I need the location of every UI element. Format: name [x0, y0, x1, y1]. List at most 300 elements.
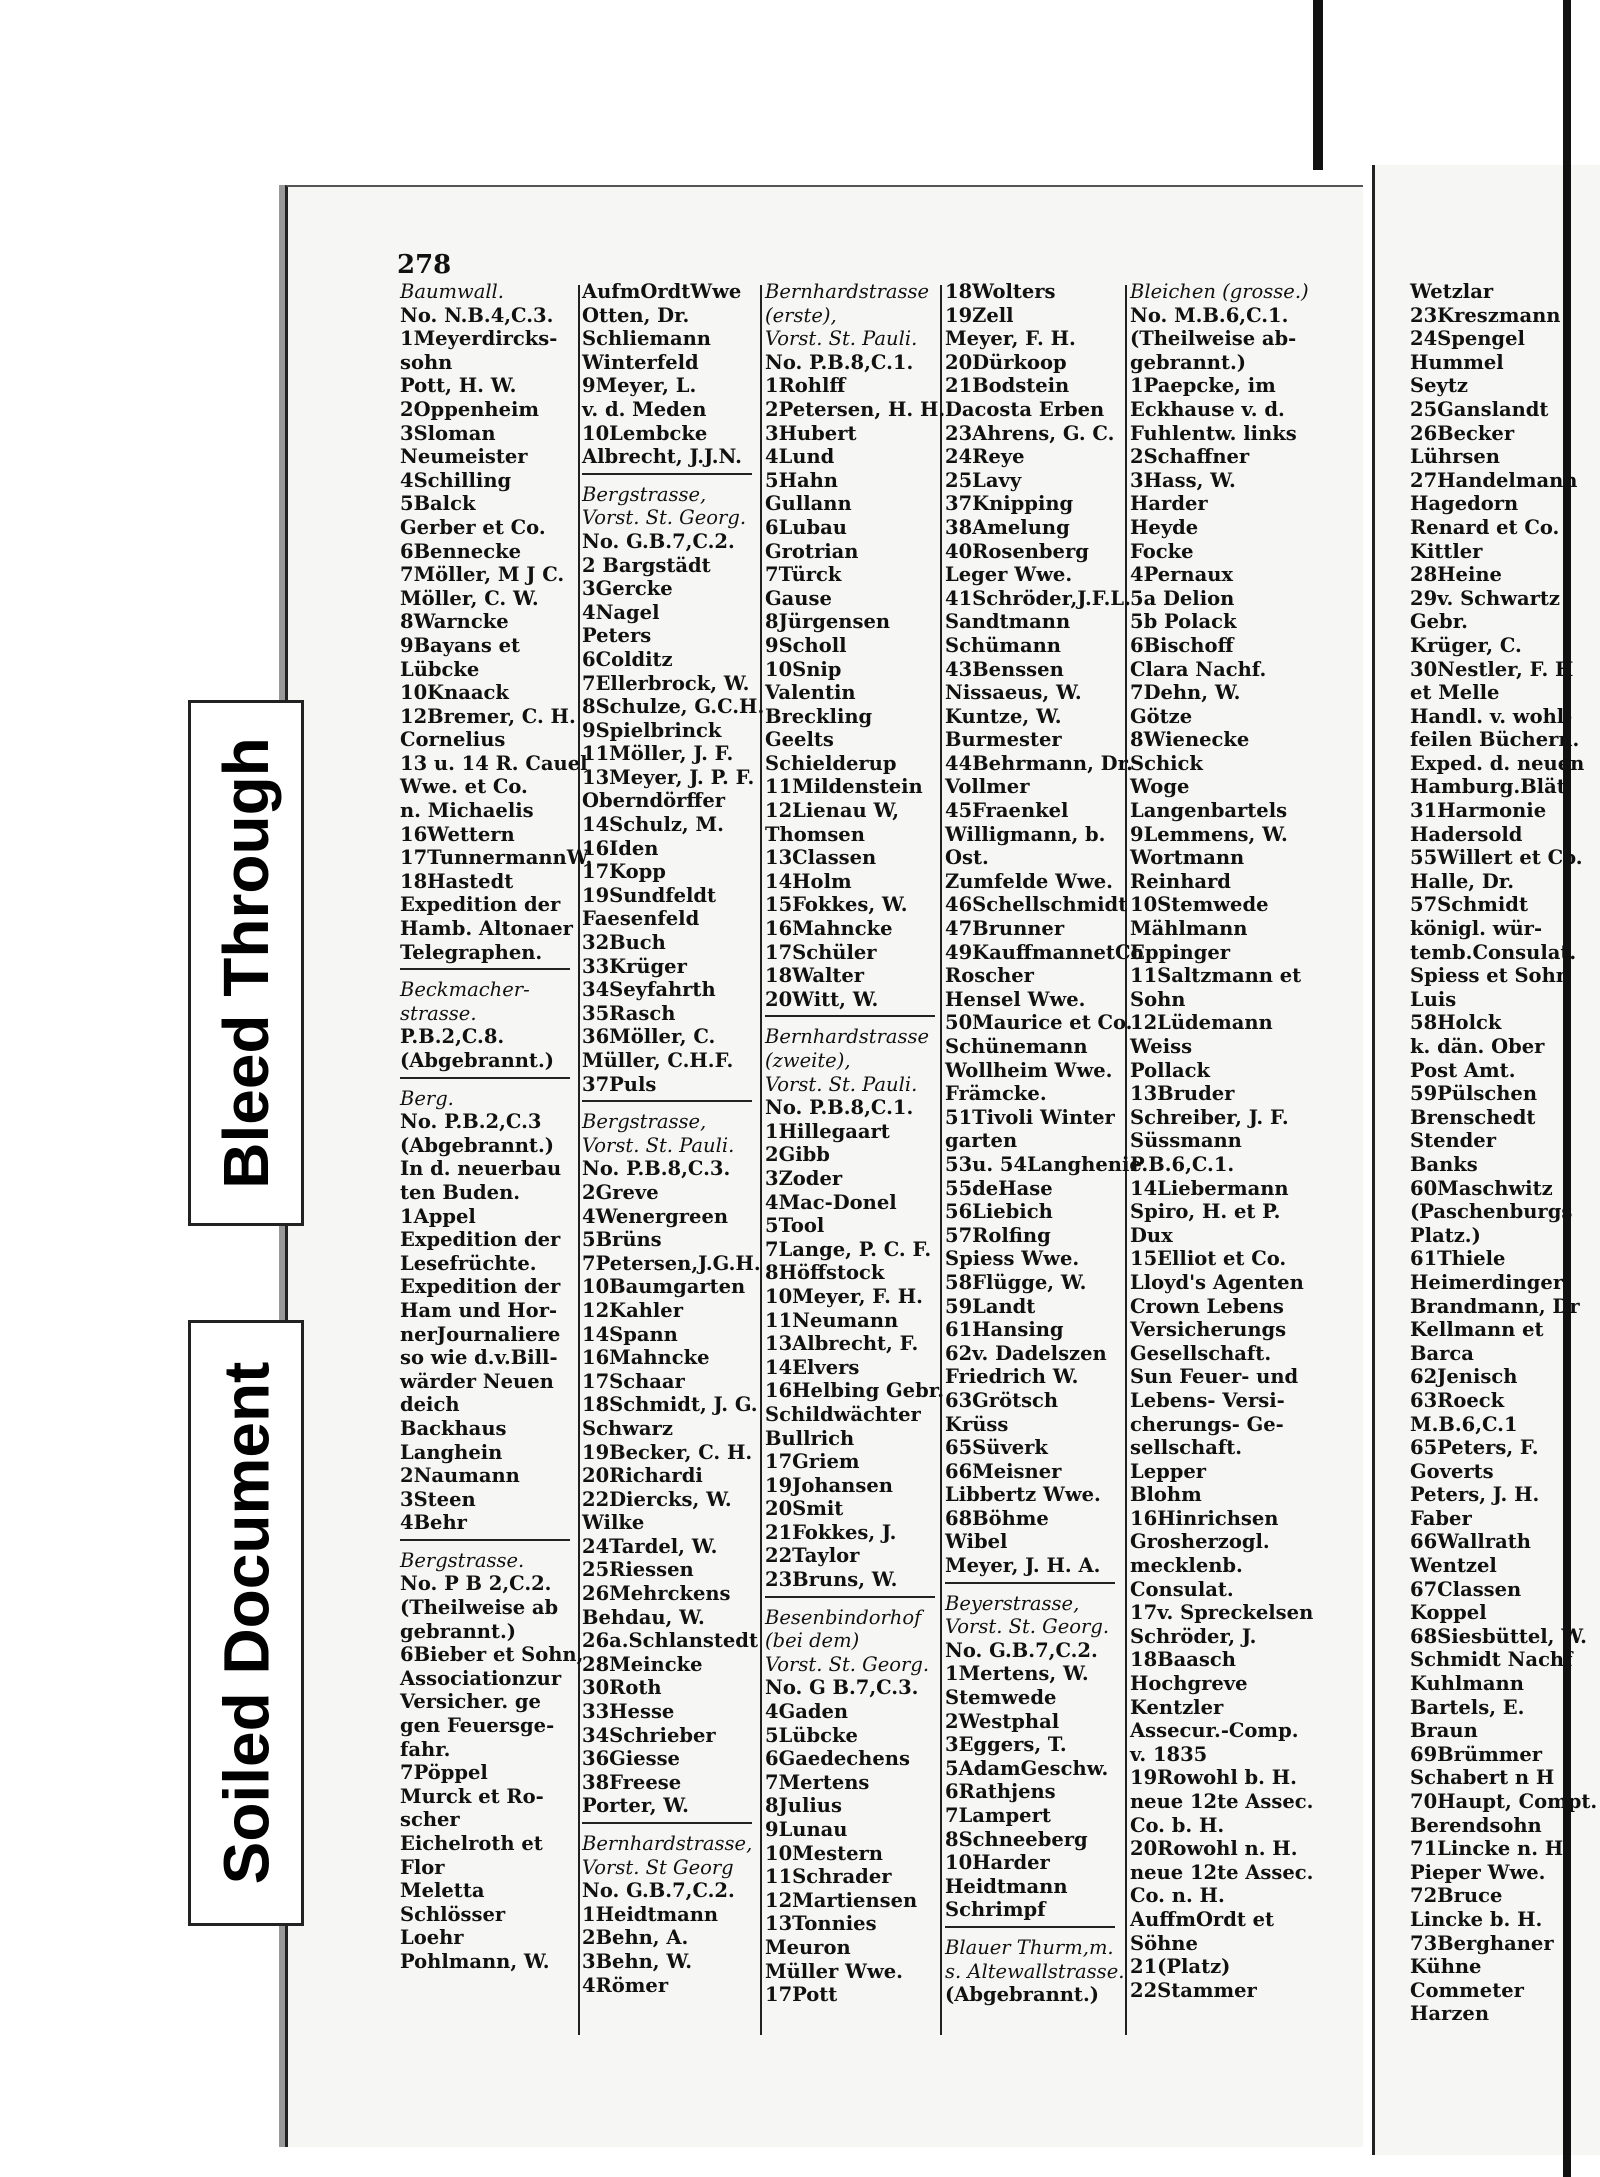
directory-line: No. P.B.2,C.3	[400, 1110, 542, 1134]
directory-line: gen Feuersge-	[400, 1714, 555, 1738]
directory-line: Brandmann, Dr	[1410, 1294, 1580, 1318]
directory-line: 2Westphal	[945, 1709, 1060, 1733]
directory-line: Flor	[400, 1855, 445, 1879]
directory-line: Leger Wwe.	[945, 563, 1073, 587]
directory-line: Otten, Dr.	[582, 303, 690, 327]
directory-line: Schildwächter	[765, 1402, 921, 1426]
directory-line: 13Classen	[765, 846, 877, 870]
directory-line: Berendsohn	[1410, 1813, 1542, 1837]
directory-line: Gebr.	[1410, 610, 1468, 634]
directory-line: scher	[400, 1808, 460, 1832]
directory-line: 61Thiele	[1410, 1247, 1506, 1271]
directory-line: ten Buden.	[400, 1180, 521, 1204]
directory-line: 68Böhme	[945, 1506, 1049, 1530]
directory-line: 14Schulz, M.	[582, 813, 724, 837]
directory-line: 6Bischoff	[1130, 633, 1234, 657]
directory-line: 38Amelung	[945, 515, 1070, 539]
directory-line: Vorst. St. Georg.	[765, 1652, 930, 1676]
directory-line: Crown Lebens	[1130, 1294, 1284, 1318]
directory-line: 27Handelmann	[1410, 468, 1578, 492]
directory-line: 19Johansen	[765, 1473, 893, 1497]
directory-line: Banks	[1410, 1152, 1478, 1176]
directory-line: 21Bodstein	[945, 374, 1070, 398]
directory-line: 19Rowohl b. H.	[1130, 1766, 1297, 1790]
section-rule	[945, 1582, 1115, 1584]
directory-line: No. G.B.7,C.2.	[945, 1638, 1098, 1662]
directory-line: 6Lubau	[765, 515, 847, 539]
directory-line: 40Rosenberg	[945, 539, 1089, 563]
soiled-document-label: Soiled Document	[210, 1361, 282, 1885]
directory-line: Grosherzogl.	[1130, 1530, 1270, 1554]
directory-line: Valentin	[765, 681, 856, 705]
directory-line: 65Peters, F.	[1410, 1436, 1539, 1460]
directory-line: 12Martiensen	[765, 1888, 918, 1912]
directory-line: Eichelroth et	[400, 1832, 543, 1855]
directory-line: No. P.B.8,C.3.	[582, 1157, 731, 1181]
directory-line: Meyer, J. H. A.	[945, 1554, 1101, 1578]
directory-line: 4Schilling	[400, 468, 512, 492]
directory-line: 10Snip	[765, 657, 842, 681]
directory-line: Lübcke	[400, 657, 480, 681]
directory-line: 23Ahrens, G. C.	[945, 421, 1115, 445]
directory-line: 14Spann	[582, 1322, 678, 1346]
directory-line: Vorst. St. Pauli.	[582, 1133, 735, 1157]
directory-line: 21Fokkes, J.	[765, 1520, 897, 1544]
directory-line: 13Bruder	[1130, 1082, 1235, 1106]
directory-line: Bernhardstrasse,	[582, 1832, 753, 1855]
directory-line: 49KauffmannetCo	[945, 940, 1144, 964]
directory-line: 37Knipping	[945, 492, 1074, 516]
directory-line: Bergstrasse,	[582, 1110, 707, 1134]
directory-line: 17v. Spreckelsen	[1130, 1601, 1314, 1625]
section-rule	[582, 473, 752, 475]
directory-line: Sohn	[1130, 987, 1186, 1011]
directory-line: 8Schulze, G.C.H.	[582, 695, 765, 719]
directory-line: 43Benssen	[945, 657, 1064, 681]
directory-line: Halle, Dr.	[1410, 869, 1515, 893]
directory-line: neue 12te Assec.	[1130, 1790, 1314, 1813]
directory-line: 7Ellerbrock, W.	[582, 671, 750, 695]
directory-line: 18Hastedt	[400, 869, 514, 893]
directory-line: 14Liebermann	[1130, 1176, 1289, 1200]
directory-line: Harzen	[1410, 2002, 1489, 2026]
directory-line: 2Greve	[582, 1180, 659, 1204]
directory-line: Stemwede	[945, 1686, 1057, 1710]
directory-line: Libbertz Wwe.	[945, 1483, 1101, 1507]
directory-line: Friedrich W.	[945, 1365, 1079, 1389]
directory-line: 11Mildenstein	[765, 775, 923, 799]
directory-line: 15Elliot et Co.	[1130, 1247, 1287, 1271]
directory-line: Post Amt.	[1410, 1058, 1516, 1082]
directory-line: Kellmann et	[1410, 1318, 1544, 1342]
directory-line: Thomsen	[765, 822, 865, 846]
directory-line: Langhein	[400, 1440, 503, 1464]
directory-line: 11Möller, J. F.	[582, 742, 734, 766]
directory-line: 7Möller, M J C.	[400, 563, 565, 587]
section-rule	[945, 1926, 1115, 1928]
directory-line: wärder Neuen	[400, 1369, 554, 1393]
directory-line: Pieper Wwe.	[1410, 1860, 1546, 1884]
directory-line: 2Petersen, H. H.	[765, 397, 946, 421]
bleed-through-tab	[188, 700, 304, 1226]
directory-line: Hamb. Altonaer	[400, 917, 573, 941]
directory-line: Hochgreve	[1130, 1672, 1248, 1696]
page-number: 278	[397, 250, 452, 280]
directory-line: 2Behn, A.	[582, 1926, 689, 1950]
directory-line: Expedition der	[400, 893, 561, 917]
directory-line: 3Zoder	[765, 1166, 843, 1190]
directory-line: Associationzur	[400, 1666, 562, 1690]
directory-line: 70Haupt, Compt.	[1410, 1790, 1598, 1813]
directory-line: Hadersold	[1410, 822, 1523, 846]
directory-line: 62v. Dadelszen	[945, 1341, 1107, 1365]
directory-line: 34Seyfahrth	[582, 978, 716, 1002]
directory-line: Schümann	[945, 633, 1061, 657]
directory-line: sellschaft.	[1130, 1436, 1243, 1460]
directory-column-4	[945, 280, 1143, 2007]
directory-line: 36Giesse	[582, 1747, 680, 1771]
directory-line: garten	[945, 1129, 1018, 1153]
directory-line: Meyer, F. H.	[945, 327, 1076, 351]
directory-line: 32Buch	[582, 931, 666, 955]
directory-line: Reinhard	[1130, 869, 1231, 893]
directory-line: Kuhlmann	[1410, 1672, 1524, 1696]
directory-line: Kittler	[1410, 539, 1483, 563]
directory-line: Krüger, C.	[1410, 633, 1522, 657]
directory-line: Vorst. St Georg	[582, 1855, 734, 1879]
directory-line: Krüss	[945, 1412, 1009, 1436]
directory-line: 12Kahler	[582, 1298, 683, 1322]
directory-line: Co. b. H.	[1130, 1813, 1225, 1837]
directory-line: In d. neuerbau	[400, 1157, 562, 1181]
directory-line: Pott, H. W.	[400, 374, 517, 398]
bleed-through-label: Bleed Through	[210, 737, 282, 1189]
directory-line: Wibel	[945, 1530, 1008, 1554]
directory-line: 67Classen	[1410, 1577, 1522, 1601]
directory-line: Schielderup	[765, 751, 897, 775]
directory-line: s. Altewallstrasse.	[945, 1959, 1125, 1983]
directory-line: 24Reye	[945, 445, 1025, 469]
directory-line: Murck et Ro-	[400, 1784, 544, 1808]
directory-line: 56Liebich	[945, 1200, 1053, 1224]
directory-line: Beyerstrasse,	[945, 1591, 1080, 1615]
directory-line: 59Pülschen	[1410, 1082, 1537, 1106]
section-rule	[582, 1100, 752, 1102]
directory-line: Breckling	[765, 704, 873, 728]
directory-line: 58Flügge, W.	[945, 1270, 1087, 1294]
directory-line: 5AdamGeschw.	[945, 1756, 1109, 1780]
directory-line: 6Bennecke	[400, 539, 522, 563]
directory-line: Lebens- Versi-	[1130, 1388, 1285, 1412]
directory-line: (erste),	[765, 303, 837, 327]
directory-line: Burmester	[945, 728, 1062, 752]
directory-line: 34Schrieber	[582, 1723, 716, 1747]
directory-line: 20Richardi	[582, 1464, 703, 1488]
directory-line: Wwe. et Co.	[400, 775, 528, 799]
directory-line: Loehr	[400, 1926, 464, 1950]
directory-line: 10Lembcke	[582, 421, 708, 445]
directory-line: P.B.2,C.8.	[400, 1025, 505, 1049]
directory-line: sohn	[400, 350, 453, 374]
directory-line: Versicher. ge	[400, 1690, 541, 1714]
directory-line: 6Rathjens	[945, 1780, 1056, 1804]
directory-line: 4Gaden	[765, 1700, 849, 1724]
directory-line: Eckhause v. d.	[1130, 397, 1285, 421]
directory-line: 9Bayans et	[400, 633, 521, 657]
directory-line: 5Lübcke	[765, 1723, 858, 1747]
directory-line: 9Lunau	[765, 1818, 848, 1841]
directory-line: Lincke b. H.	[1410, 1907, 1543, 1931]
directory-line: Wollheim Wwe.	[945, 1058, 1113, 1082]
directory-line: (Theilweise ab	[400, 1596, 559, 1620]
directory-line: 7Türck	[765, 563, 842, 587]
directory-line: Bergstrasse,	[582, 482, 707, 506]
directory-line: 12Lienau W,	[765, 799, 900, 823]
section-rule	[765, 1015, 935, 1017]
directory-line: 4Lund	[765, 445, 835, 469]
directory-line: Ost.	[945, 846, 989, 870]
directory-line: Meuron	[765, 1935, 851, 1959]
directory-line: Süssmann	[1130, 1129, 1242, 1153]
directory-line: Schünemann	[945, 1035, 1088, 1058]
directory-line: 4Wenergreen	[582, 1204, 729, 1228]
directory-line: Berg.	[400, 1086, 454, 1110]
directory-column-1	[400, 280, 592, 1974]
directory-line: 18Walter	[765, 964, 865, 988]
directory-line: 7Pöppel	[400, 1761, 488, 1785]
directory-line: Eppinger	[1130, 940, 1231, 964]
directory-line: 37Puls	[582, 1072, 657, 1096]
directory-line: Backhaus	[400, 1416, 507, 1440]
directory-line: 10Harder	[945, 1851, 1050, 1875]
directory-line: temb.Consulat.	[1410, 940, 1577, 964]
directory-line: 24Tardel, W.	[582, 1534, 718, 1558]
directory-line: 1Rohlff	[765, 374, 846, 398]
directory-line: 17Kopp	[582, 860, 666, 884]
directory-line: 10Mestern	[765, 1841, 883, 1865]
directory-line: Wetzlar	[1410, 280, 1494, 303]
directory-line: 46Schellschmidt	[945, 893, 1128, 917]
directory-line: Barca	[1410, 1341, 1474, 1365]
directory-line: Dacosta Erben	[945, 397, 1105, 421]
directory-line: 9Meyer, L.	[582, 374, 697, 398]
directory-line: 29v. Schwartz	[1410, 586, 1560, 610]
directory-line: 5a Delion	[1130, 586, 1235, 610]
directory-line: Pohlmann, W.	[400, 1949, 550, 1973]
directory-line: Schick	[1130, 751, 1203, 775]
directory-line: Fuhlentw. links	[1130, 421, 1297, 445]
directory-line: 23Kreszmann	[1410, 303, 1561, 327]
directory-line: nerJournaliere	[400, 1322, 561, 1346]
directory-line: 19Zell	[945, 303, 1014, 327]
directory-line: Schwarz	[582, 1416, 673, 1440]
directory-line: No. G.B.7,C.2.	[582, 529, 735, 553]
directory-line: et Melle	[1410, 681, 1500, 705]
directory-column-5	[1130, 280, 1313, 2002]
directory-line: Heyde	[1130, 515, 1199, 539]
directory-line: Lepper	[1130, 1459, 1207, 1483]
directory-line: 16Helbing Gebr.	[765, 1379, 944, 1403]
directory-line: 17Griem	[765, 1450, 860, 1474]
directory-line: Vorst. St. Georg.	[582, 506, 747, 530]
directory-line: Expedition der	[400, 1275, 561, 1299]
directory-line: P.B.6,C.1.	[1130, 1152, 1235, 1176]
directory-line: Bullrich	[765, 1426, 855, 1450]
directory-line: 1Heidtmann	[582, 1902, 719, 1926]
directory-line: cherungs- Ge-	[1130, 1412, 1284, 1436]
directory-line: Winterfeld	[582, 350, 699, 374]
directory-line: Exped. d. neuen	[1410, 751, 1585, 775]
directory-line: (bei dem)	[765, 1629, 860, 1653]
directory-line: 26Mehrckens	[582, 1582, 731, 1606]
directory-line: 35Rasch	[582, 1001, 676, 1025]
directory-line: 22Stammer	[1130, 1978, 1257, 2002]
directory-line: Lloyd's Agenten	[1130, 1270, 1304, 1294]
section-rule	[400, 968, 570, 970]
directory-line: 12Lüdemann	[1130, 1011, 1273, 1035]
directory-line: 13Meyer, J. P. F.	[582, 765, 755, 789]
directory-line: (Abgebrannt.)	[400, 1049, 554, 1072]
directory-line: Bergstrasse.	[400, 1548, 525, 1572]
directory-line: 9Scholl	[765, 633, 847, 657]
directory-line: No. P.B.8,C.1.	[765, 1096, 914, 1120]
directory-line: 26a.Schlanstedt	[582, 1629, 758, 1653]
directory-line: Kentzler	[1130, 1695, 1224, 1719]
directory-line: 5Hahn	[765, 468, 838, 492]
directory-line: Luis	[1410, 987, 1457, 1011]
directory-line: 4Behr	[400, 1511, 467, 1535]
directory-line: Söhne	[1130, 1931, 1198, 1955]
directory-line: Wentzel	[1410, 1554, 1497, 1578]
directory-line: 7Lampert	[945, 1804, 1051, 1827]
directory-line: v. d. Meden	[582, 397, 707, 421]
directory-line: fahr.	[400, 1737, 451, 1761]
directory-line: 3Sloman	[400, 421, 496, 445]
directory-line: 7Petersen,J.G.H.	[582, 1251, 761, 1275]
directory-line: Consulat.	[1130, 1577, 1234, 1601]
directory-line: 41Schröder,J.F.L.	[945, 586, 1131, 610]
directory-line: 25Lavy	[945, 468, 1022, 492]
directory-line: Grotrian	[765, 539, 859, 563]
directory-line: 47Brunner	[945, 917, 1065, 941]
directory-column-2	[582, 280, 764, 1997]
directory-line: 1Appel	[400, 1204, 476, 1228]
directory-line: Co. n. H.	[1130, 1884, 1225, 1908]
directory-line: Gerber et Co.	[400, 515, 546, 539]
directory-line: königl. wür-	[1410, 917, 1543, 941]
directory-line: Lesefrüchte.	[400, 1251, 537, 1275]
soiled-document-tab	[188, 1320, 304, 1926]
directory-line: (zweite),	[765, 1049, 851, 1072]
directory-line: 9Lemmens, W.	[1130, 822, 1288, 846]
directory-line: Bernhardstrasse	[765, 280, 930, 303]
directory-line: Sun Feuer- und	[1130, 1365, 1299, 1389]
directory-line: 5Balck	[400, 492, 476, 516]
directory-line: Telegraphen.	[400, 940, 543, 964]
directory-line: Wilke	[582, 1511, 645, 1535]
directory-line: n. Michaelis	[400, 799, 534, 823]
directory-line: 2Gibb	[765, 1143, 830, 1167]
directory-line: 13 u. 14 R. Cauel	[400, 751, 588, 775]
directory-line: 3Hubert	[765, 421, 857, 445]
directory-line: Schabert n H	[1410, 1766, 1555, 1790]
directory-line: No. P B 2,C.2.	[400, 1572, 552, 1596]
directory-line: 16Mahncke	[582, 1346, 710, 1370]
directory-line: 16Iden	[582, 836, 659, 860]
directory-line: (Theilweise ab-	[1130, 327, 1297, 351]
directory-line: 14Holm	[765, 869, 852, 893]
directory-line: v. 1835	[1130, 1742, 1208, 1766]
directory-line: Roscher	[945, 964, 1034, 988]
directory-line: 28Heine	[1410, 563, 1502, 587]
directory-line: 1Hillegaart	[765, 1119, 890, 1143]
directory-line: Sandtmann	[945, 610, 1071, 634]
directory-line: Braun	[1410, 1719, 1478, 1743]
directory-line: Hensel Wwe.	[945, 987, 1086, 1011]
directory-line: 16Mahncke	[765, 917, 893, 941]
directory-line: 20Smit	[765, 1497, 844, 1521]
directory-line: 66Meisner	[945, 1459, 1062, 1483]
directory-line: Hagedorn	[1410, 492, 1519, 516]
directory-line: 15Fokkes, W.	[765, 893, 908, 917]
directory-line: 18Schmidt, J. G.	[582, 1393, 758, 1417]
directory-line: Kuntze, W.	[945, 704, 1062, 728]
directory-line: Faber	[1410, 1506, 1472, 1530]
directory-line: 8Höffstock	[765, 1261, 885, 1285]
directory-line: Baumwall.	[400, 280, 504, 303]
directory-line: Hummel	[1410, 350, 1504, 374]
directory-line: Geelts	[765, 728, 834, 752]
directory-line: Peters	[582, 624, 652, 648]
directory-line: Lührsen	[1410, 445, 1500, 469]
directory-line: No. G B.7,C.3.	[765, 1676, 919, 1700]
directory-line: Behdau, W.	[582, 1605, 705, 1629]
section-rule	[582, 1822, 752, 1824]
directory-line: mecklenb.	[1130, 1554, 1243, 1578]
directory-line: 65Süverk	[945, 1436, 1048, 1460]
directory-line: Focke	[1130, 539, 1194, 563]
directory-line: deich	[400, 1393, 460, 1417]
directory-line: k. dän. Ober	[1410, 1035, 1545, 1058]
directory-line: 3Hass, W.	[1130, 468, 1236, 492]
directory-line: (Paschenburgs	[1410, 1200, 1573, 1224]
directory-line: 9Spielbrinck	[582, 718, 722, 742]
directory-line: Schröder, J.	[1130, 1624, 1257, 1648]
directory-line: 12Bremer, C. H.	[400, 704, 576, 728]
directory-line: Vorst. St. Pauli.	[765, 1072, 918, 1096]
directory-line: Willigmann, b.	[945, 822, 1106, 846]
directory-line: 8Warncke	[400, 610, 509, 634]
directory-line: Schlösser	[400, 1902, 506, 1926]
directory-line: 13Tonnies	[765, 1912, 877, 1936]
directory-line: 6Bieber et Sohn,	[400, 1643, 584, 1667]
directory-line: 1Meyerdircks-	[400, 327, 558, 351]
directory-line: 30Nestler, F. H	[1410, 657, 1574, 681]
directory-line: AufmOrdtWwe	[582, 280, 742, 303]
directory-line: (Abgebrannt.)	[400, 1133, 554, 1157]
directory-line: 20Dürkoop	[945, 350, 1067, 374]
directory-line: Möller, C. W.	[400, 586, 539, 610]
directory-line: 10Stemwede	[1130, 893, 1269, 917]
directory-line: Bleichen (grosse.)	[1130, 280, 1309, 303]
directory-line: 11Schrader	[765, 1865, 892, 1889]
directory-line: feilen Büchern.	[1410, 728, 1580, 752]
directory-line: 5b Polack	[1130, 610, 1237, 634]
directory-line: AuffmOrdt et	[1130, 1907, 1275, 1931]
directory-line: 6Gaedechens	[765, 1747, 910, 1771]
section-rule	[400, 1077, 570, 1079]
directory-column-3	[765, 280, 945, 2007]
